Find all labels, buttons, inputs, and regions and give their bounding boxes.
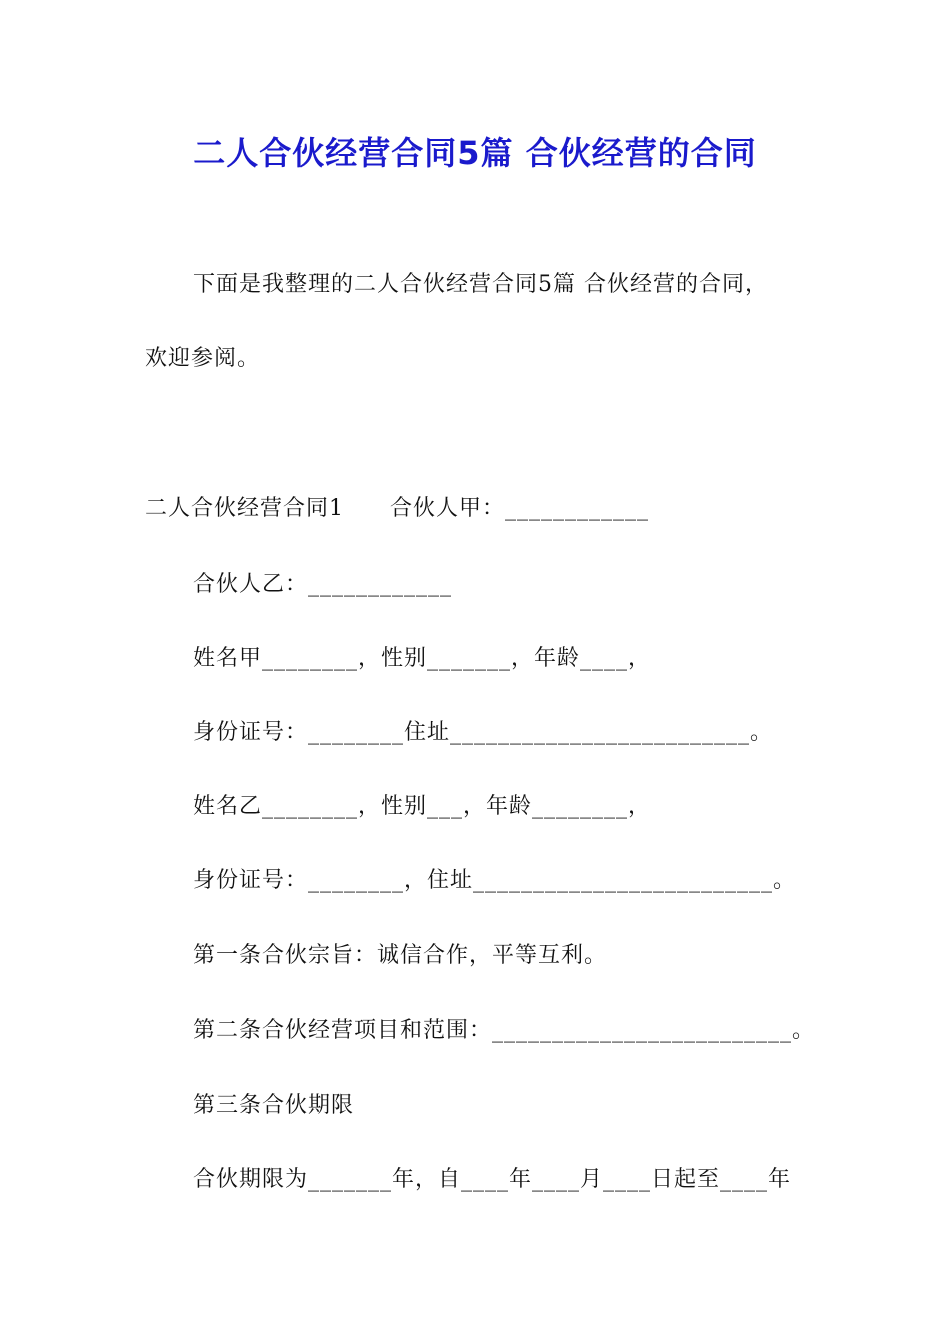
contract-heading-line: 二人合伙经营合同1 合伙人甲：____________ bbox=[145, 496, 649, 521]
partnership-term-line: 合伙期限为_______年，自____年____月____日起至____年 bbox=[193, 1167, 792, 1192]
partner-a-info-line: 姓名甲________，性别_______，年龄____， bbox=[193, 646, 652, 671]
intro-paragraph-line-2: 欢迎参阅。 bbox=[145, 346, 261, 371]
partner-a-id-address-line: 身份证号：________住址_________________________。 bbox=[193, 720, 774, 745]
article-2-line: 第二条合伙经营项目和范围：_________________________。 bbox=[193, 1018, 816, 1043]
article-3-heading: 第三条合伙期限 bbox=[193, 1093, 355, 1118]
document-title: 二人合伙经营合同5篇 合伙经营的合同 bbox=[193, 134, 757, 172]
partner-b-info-line: 姓名乙________，性别___，年龄________， bbox=[193, 794, 652, 819]
article-1-line: 第一条合伙宗旨：诚信合作，平等互利。 bbox=[193, 943, 608, 968]
partner-b-id-address-line: 身份证号：________，住址_________________________。 bbox=[193, 868, 797, 893]
partner-b-line: 合伙人乙：____________ bbox=[193, 572, 453, 597]
intro-paragraph-line-1: 下面是我整理的二人合伙经营合同5篇 合伙经营的合同， bbox=[193, 272, 768, 297]
